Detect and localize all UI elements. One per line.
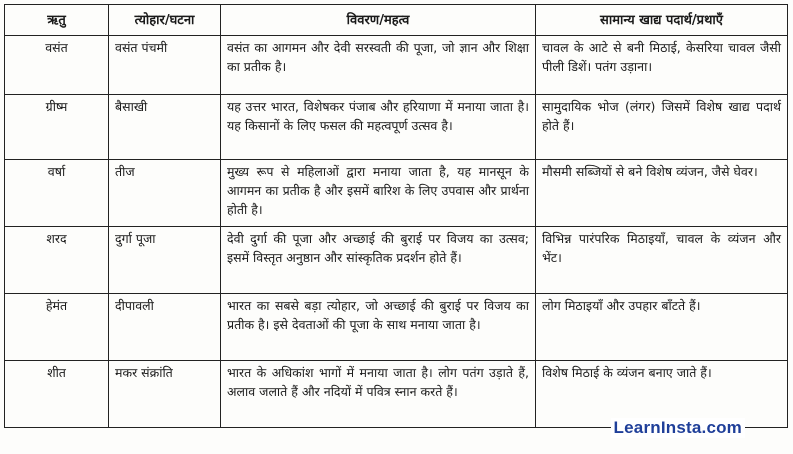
header-season: ऋतु	[5, 5, 109, 36]
table-row	[5, 160, 788, 227]
table-header	[5, 5, 788, 36]
description-cell: यह उत्तर भारत, विशेषकर पंजाब और हरियाणा में मनाया जाता है। यह किसानों के लिए फसल की महत्वपूर्ण उत्सव है।	[221, 95, 536, 160]
season-cell: वर्षा	[5, 160, 109, 227]
food-cell: मौसमी सब्जियों से बने विशेष व्यंजन, जैसे घेवर।	[536, 160, 788, 227]
season-cell: शीत	[5, 361, 109, 428]
festival-cell: बैसाखी	[109, 95, 221, 160]
festival-cell: दुर्गा पूजा	[109, 227, 221, 294]
festival-cell: वसंत पंचमी	[109, 36, 221, 95]
description-cell: वसंत का आगमन और देवी सरस्वती की पूजा, जो ज्ञान और शिक्षा का प्रतीक है।	[221, 36, 536, 95]
season-cell: वसंत	[5, 36, 109, 95]
table-body	[5, 36, 788, 428]
header-food: सामान्य खाद्य पदार्थ/प्रथाएँ	[536, 5, 788, 36]
festival-cell: मकर संक्रांति	[109, 361, 221, 428]
header-description: विवरण/महत्व	[221, 5, 536, 36]
festival-table	[4, 4, 788, 428]
header-row	[5, 5, 788, 36]
table-row	[5, 294, 788, 361]
description-cell: देवी दुर्गा की पूजा और अच्छाई की बुराई पर विजय का उत्सव; इसमें विस्तृत अनुष्ठान और सांस्कृतिक प्रदर्शन होते हैं।	[221, 227, 536, 294]
food-cell: विभिन्न पारंपरिक मिठाइयाँ, चावल के व्यंजन और भेंट।	[536, 227, 788, 294]
season-cell: हेमंत	[5, 294, 109, 361]
food-cell: चावल के आटे से बनी मिठाई, केसरिया चावल जैसी पीली डिशें। पतंग उड़ाना।	[536, 36, 788, 95]
description-cell: भारत का सबसे बड़ा त्योहार, जो अच्छाई की बुराई पर विजय का प्रतीक है। इसे देवताओं की पूजा के साथ मनाया जाता है।	[221, 294, 536, 361]
header-festival: त्योहार/घटना	[109, 5, 221, 36]
description-cell: मुख्य रूप से महिलाओं द्वारा मनाया जाता है, यह मानसून के आगमन का प्रतीक है और इसमें बारिश के लिए उपवास और प्रार्थना होती है।	[221, 160, 536, 227]
food-cell: लोग मिठाइयाँ और उपहार बाँटते हैं।	[536, 294, 788, 361]
table-row	[5, 227, 788, 294]
food-cell: सामुदायिक भोज (लंगर) जिसमें विशेष खाद्य पदार्थ होते हैं।	[536, 95, 788, 160]
table-row	[5, 95, 788, 160]
season-cell: शरद	[5, 227, 109, 294]
festival-cell: तीज	[109, 160, 221, 227]
watermark-logo: LearnInsta.com	[611, 418, 745, 438]
festival-cell: दीपावली	[109, 294, 221, 361]
description-cell: भारत के अधिकांश भागों में मनाया जाता है। लोग पतंग उड़ाते हैं, अलाव जलाते हैं और नदियों में पवित्र स्नान करते हैं।	[221, 361, 536, 428]
table-row	[5, 36, 788, 95]
food-cell: विशेष मिठाई के व्यंजन बनाए जाते हैं।	[536, 361, 788, 428]
season-cell: ग्रीष्म	[5, 95, 109, 160]
